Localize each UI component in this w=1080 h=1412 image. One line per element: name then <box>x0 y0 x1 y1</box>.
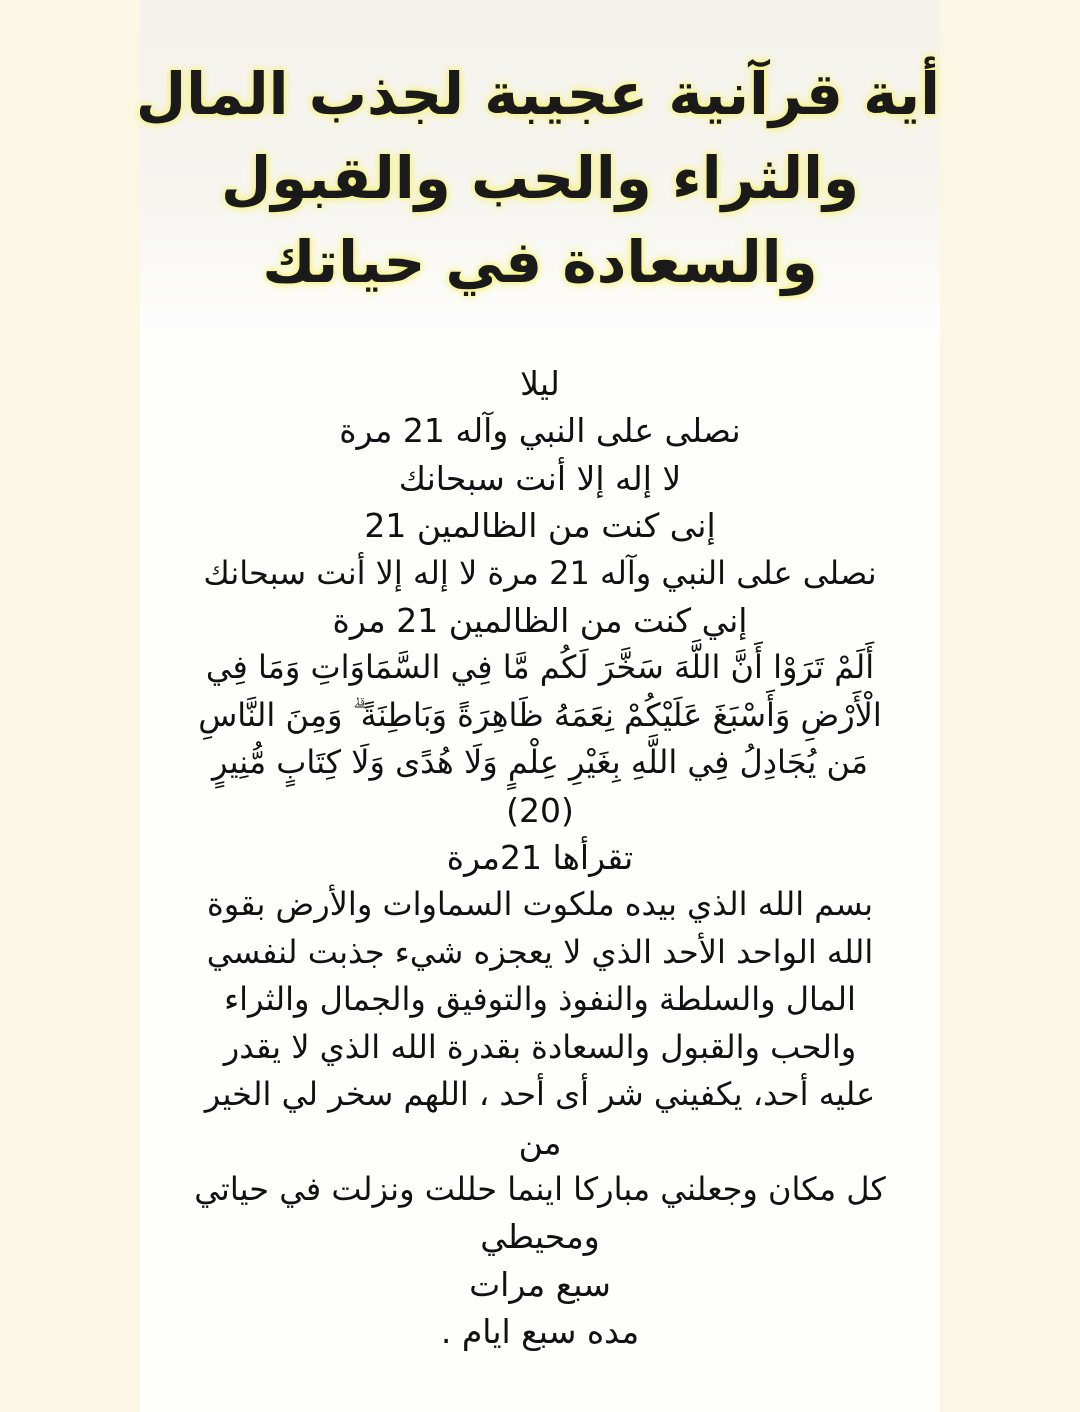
prayer-text <box>140 360 940 1356</box>
page-title <box>135 52 940 304</box>
text-line: من <box>518 1122 562 1162</box>
text-line: كل مكان وجعلني مباركا اينما حللت ونزلت في حياتي <box>194 1169 886 1208</box>
text-line: ومحيطي <box>480 1217 600 1257</box>
title-line-1: أية قرآنية عجيبة لجذب المال <box>135 60 940 128</box>
text-line: المال والسلطة والنفوذ والتوفيق والجمال والثراء <box>224 980 856 1019</box>
verse-line: أَلَمْ تَرَوْا أَنَّ اللَّهَ سَخَّرَ لَكُم مَّا فِي السَّمَاوَاتِ وَمَا فِي <box>205 648 875 687</box>
left-margin <box>0 0 140 1412</box>
text-line: سبع مرات <box>469 1264 611 1304</box>
text-line: بسم الله الذي بيده ملكوت السماوات والأرض بقوة <box>206 885 874 924</box>
verse-line: مَن يُجَادِلُ فِي اللَّهِ بِغَيْرِ عِلْمٍ وَلَا هُدًى وَلَا كِتَابٍ مُّنِيرٍ <box>211 743 869 782</box>
text-line: مده سبع ايام . <box>440 1312 640 1352</box>
title-line-2: والثراء والحب والقبول <box>220 144 860 212</box>
verse-line: الْأَرْضِ وَأَسْبَغَ عَلَيْكُمْ نِعَمَهُ ظَاهِرَةً وَبَاطِنَةً ۗ وَمِنَ النَّاسِ <box>198 695 882 734</box>
title-line-3: والسعادة في حياتك <box>262 228 818 296</box>
text-line: عليه أحد، يكفيني شر أى أحد ، اللهم سخر لي الخير <box>204 1075 876 1114</box>
text-line: لا إله إلا أنت سبحانك <box>398 458 682 498</box>
right-margin <box>940 0 1080 1412</box>
text-line: إني كنت من الظالمين 21 مرة <box>332 601 748 641</box>
text-line: ليلا <box>520 364 560 403</box>
text-line: إنى كنت من الظالمين 21 <box>364 506 716 546</box>
text-line: والحب والقبول والسعادة بقدرة الله الذي لا يقدر <box>223 1027 857 1066</box>
text-line: نصلى على النبي وآله 21 مرة لا إله إلا أنت سبحانك <box>203 553 877 592</box>
text-line: تقرأها 21مرة <box>446 838 634 878</box>
text-line: الله الواحد الأحد الذي لا يعجزه شيء جذبت لنفسي <box>206 932 874 971</box>
text-line: نصلى على النبي وآله 21 مرة <box>339 411 741 451</box>
verse-number: (20) <box>506 790 574 830</box>
